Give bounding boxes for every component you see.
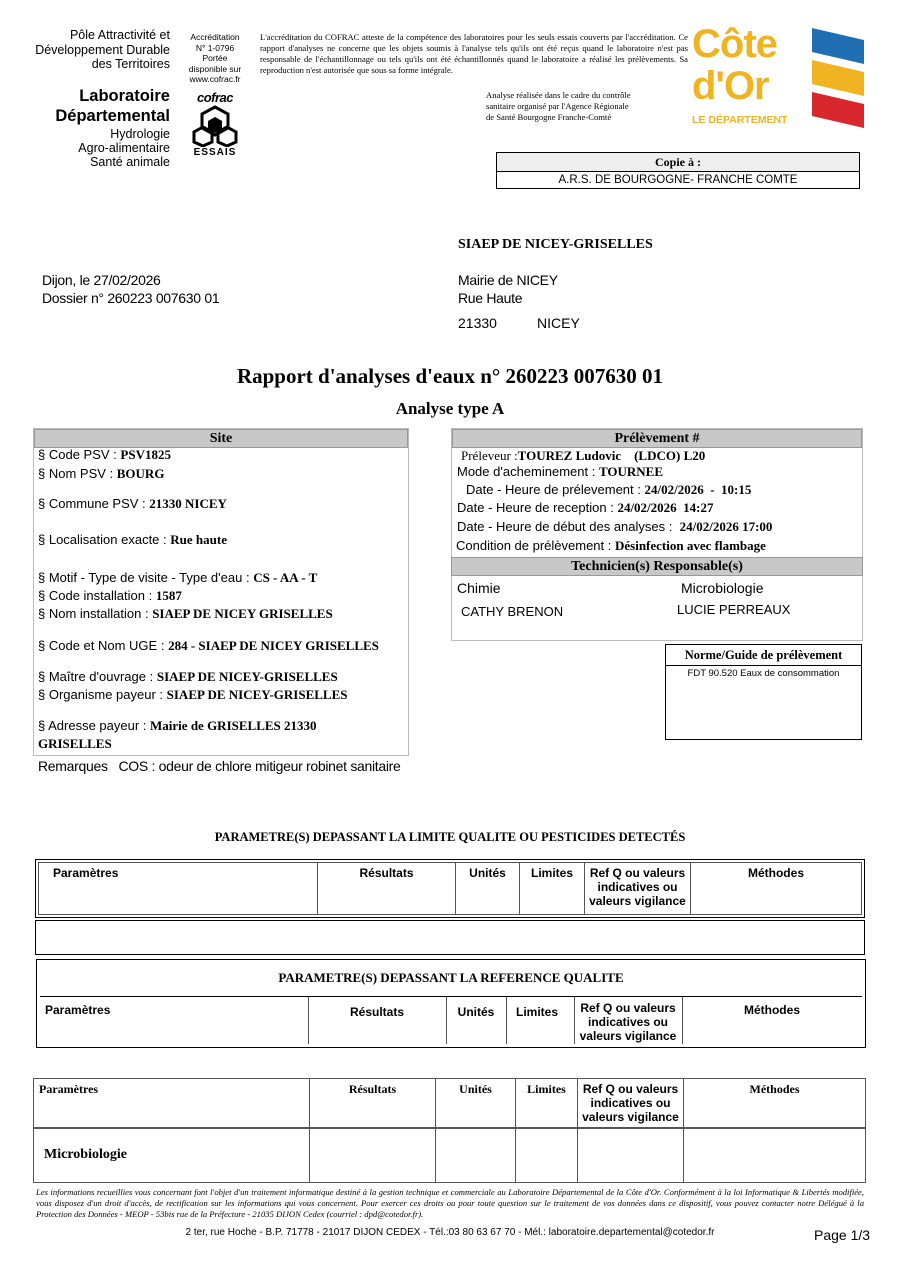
- essais-wordmark: ESSAIS: [193, 147, 237, 158]
- site-adresse: [38, 718, 317, 734]
- site-nom-installation-value: SIAEP DE NICEY GRISELLES: [152, 606, 333, 621]
- site-maitre-value: SIAEP DE NICEY-GRISELLES: [156, 669, 338, 684]
- accred-line-4: disponible sur: [188, 63, 242, 74]
- accreditation-text: [182, 32, 248, 85]
- micro-result-cell: [310, 1128, 436, 1182]
- logo-stripes-icon: [812, 26, 866, 130]
- cofrac-statement: L'accréditation du COFRAC atteste de la compétence des laboratoires pour les seuls essais couverts par l'accréditation. Ce rapport d'analyses ne concerne que les objets soumis à l'analyse tels qu'ils ont été reçus quand le laboratoire n'est pas responsable de l'échantillonnage ou tels qu'ils ont été échantillonnés quand le laboratoire a réalisé les prélèvements. Sa reproduction n'est autorisée que sous sa forme intégrale.: [260, 32, 688, 75]
- site-code-psv: [38, 447, 171, 463]
- site-uge-value: 284 - SIAEP DE NICEY GRISELLES: [168, 638, 379, 653]
- site-nom-psv-value: BOURG: [116, 466, 165, 481]
- pole-line-3: des Territoires: [91, 57, 170, 71]
- site-motif-value: CS - AA - T: [253, 570, 318, 585]
- tech-micro-label: Microbiologie: [681, 580, 764, 596]
- prelev-condition-label: Condition de prélèvement :: [456, 538, 612, 553]
- prelev-preleveur: [461, 448, 705, 464]
- norme-box: [665, 644, 862, 740]
- prelev-date-prel-label: Date - Heure de prélevement :: [466, 482, 641, 497]
- section1-title: PARAMETRE(S) DEPASSANT LA LIMITE QUALITE OU PESTICIDES DETECTÉS: [214, 830, 686, 844]
- site-code-psv-value: PSV1825: [120, 447, 171, 462]
- site-payeur: [38, 687, 348, 703]
- site-adresse-label: § Adresse payeur :: [38, 718, 147, 733]
- footer-privacy: Les informations recueillies vous concernant font l'objet d'un traitement informatique destiné à la gestion technique et commerciale au Laboratoire Départemental de la Côte d'Or. Conformément à la loi Informatique & Libertés modifiée, vous disposez d'un droit d'accès, de rectification sur les informations qui vous concernent. Pour exercer ces droits ou pour toute question sur le traitement de vos données dans ce dispositif, vous pouvez contacter notre Délégué à la Protection des Données - MEOP - 53bis rue de la Préfecture - 21035 DIJON Cedex (courriel : dpd@cotedor.fr).: [36, 1187, 864, 1219]
- ars-line-2: sanitaire organisé par l'Agence Régionale: [486, 101, 629, 111]
- site-nom-installation-label: § Nom installation :: [38, 606, 149, 621]
- prelev-condition-value: Désinfection avec flambage: [615, 538, 766, 553]
- s2-col-param: Paramètres: [45, 1003, 111, 1017]
- report-subtitle: Analyse type A: [395, 399, 505, 418]
- res-col-param: Paramètres: [34, 1079, 310, 1129]
- lab-section-3: Santé animale: [90, 155, 170, 169]
- micro-units-cell: [436, 1128, 516, 1182]
- section2-divider: [40, 996, 862, 997]
- section2-title: PARAMETRE(S) DEPASSANT LA REFERENCE QUALITE: [278, 970, 624, 985]
- prelev-mode-value: TOURNEE: [598, 464, 664, 479]
- ars-statement: [486, 90, 656, 123]
- cofrac-wordmark: cofrac: [196, 90, 234, 105]
- accred-line-3: Portée: [202, 53, 228, 63]
- pole-line-2: Développement Durable: [35, 42, 170, 57]
- s2-col-ref: Ref Q ou valeurs indicatives ou valeurs vigilance: [579, 1001, 677, 1043]
- prelev-date-prel: [466, 482, 751, 498]
- norme-value: FDT 90.520 Eaux de consommation: [687, 668, 840, 679]
- prelev-date-debut: [457, 519, 772, 535]
- norme-title: Norme/Guide de prélèvement: [666, 645, 861, 666]
- s2-col-result: Résultats: [349, 1005, 405, 1019]
- section1-header-row: [39, 863, 862, 915]
- res-col-result: Résultats: [310, 1079, 436, 1129]
- site-motif: [38, 570, 317, 586]
- prelev-preleveur-label: Préleveur :: [461, 448, 518, 463]
- res-col-ref: Ref Q ou valeurs indicatives ou valeurs vigilance: [578, 1079, 684, 1129]
- lab-sections: [20, 127, 170, 169]
- accred-line-1: Accréditation: [190, 32, 240, 42]
- cote-dor-logo: [688, 22, 866, 132]
- site-commune-value: 21330 NICEY: [149, 496, 227, 511]
- site-localisation-value: Rue haute: [170, 532, 227, 547]
- micro-heading: Microbiologie: [34, 1128, 310, 1182]
- results-micro-row: [34, 1128, 866, 1182]
- micro-limits-cell: [516, 1128, 578, 1182]
- cofrac-logo: [190, 90, 240, 164]
- logo-line-1: Côte: [692, 22, 777, 66]
- s1-col-limits: Limites: [520, 863, 585, 915]
- res-col-limits: Limites: [516, 1079, 578, 1129]
- site-payeur-value: SIAEP DE NICEY-GRISELLES: [166, 687, 348, 702]
- ars-line-1: Analyse réalisée dans le cadre du contrôle: [486, 90, 631, 100]
- site-localisation-label: § Localisation exacte :: [38, 532, 167, 547]
- logo-line-3: LE DÉPARTEMENT: [692, 114, 788, 126]
- lab-title-line-1: Laboratoire: [79, 87, 170, 105]
- section1-table: [38, 862, 862, 915]
- site-code-installation-value: 1587: [155, 588, 182, 603]
- prelev-date-debut-value: 24/02/2026 17:00: [679, 519, 773, 534]
- accred-line-5: www.cofrac.fr: [189, 74, 241, 84]
- footer-address: 2 ter, rue Hoche - B.P. 71778 - 21017 DIJON CEDEX - Tél.:03 80 63 67 70 - Mél.: laboratoire.departemental@cotedor.fr: [185, 1227, 715, 1238]
- s1-col-methods: Méthodes: [691, 863, 862, 915]
- micro-ref-cell: [578, 1128, 684, 1182]
- tech-chimie-label: Chimie: [457, 580, 501, 596]
- site-adresse-value-2: GRISELLES: [38, 736, 112, 751]
- site-adresse-2: [38, 736, 112, 752]
- prelev-condition: [456, 538, 766, 554]
- prelev-date-prel-value: 24/02/2026 - 10:15: [644, 482, 752, 497]
- site-motif-label: § Motif - Type de visite - Type d'eau :: [38, 570, 250, 585]
- site-commune-label: § Commune PSV :: [38, 496, 146, 511]
- results-table: [33, 1078, 866, 1183]
- s2-col-limits: Limites: [515, 1005, 558, 1019]
- pole-line-1: Pôle Attractivité et: [69, 28, 170, 42]
- techniciens-title: Technicien(s) Responsable(s): [451, 557, 863, 576]
- recipient-city: NICEY: [537, 315, 580, 331]
- results-header-row: [34, 1079, 866, 1129]
- lab-section-1: Hydrologie: [110, 127, 170, 141]
- micro-methods-cell: [684, 1128, 866, 1182]
- dossier-date: Dijon, le 27/02/2026: [42, 272, 161, 288]
- site-nom-installation: [38, 606, 333, 622]
- recipient-line-2: Rue Haute: [458, 290, 523, 306]
- site-code-psv-label: § Code PSV :: [38, 447, 117, 462]
- site-payeur-label: § Organisme payeur :: [38, 687, 164, 702]
- copie-title: Copie à :: [497, 153, 859, 172]
- lab-section-2: Agro-alimentaire: [78, 141, 170, 155]
- site-nom-psv: [38, 466, 164, 482]
- page-number: Page 1/3: [814, 1227, 871, 1243]
- res-col-methods: Méthodes: [684, 1079, 866, 1129]
- recipient-line-1: Mairie de NICEY: [458, 272, 558, 288]
- tech-chimie-name: CATHY BRENON: [461, 604, 564, 619]
- site-uge: [38, 638, 379, 654]
- prelev-date-recep-value: 24/02/2026 14:27: [617, 500, 714, 515]
- site-maitre: [38, 669, 338, 685]
- prelevement-title: Prélèvement #: [452, 429, 862, 448]
- prelev-preleveur-value: TOUREZ Ludovic (LDCO) L20: [517, 448, 706, 463]
- site-nom-psv-label: § Nom PSV :: [38, 466, 114, 481]
- recipient-name: SIAEP DE NICEY-GRISELLES: [458, 237, 653, 252]
- site-code-installation-label: § Code installation :: [38, 588, 153, 603]
- site-uge-label: § Code et Nom UGE :: [38, 638, 165, 653]
- copie-value: A.R.S. DE BOURGOGNE- FRANCHE COMTE: [558, 174, 798, 186]
- s1-col-result: Résultats: [318, 863, 456, 915]
- prelev-date-recep: [457, 500, 714, 516]
- lab-title-line-2: Départemental: [55, 107, 170, 125]
- s1-col-units: Unités: [456, 863, 520, 915]
- site-title: Site: [34, 429, 408, 448]
- site-adresse-value: Mairie de GRISELLES 21330: [150, 718, 317, 733]
- remarques-label: Remarques: [38, 758, 108, 774]
- prelev-mode: [457, 464, 663, 480]
- s1-col-ref: Ref Q ou valeurs indicatives ou valeurs vigilance: [585, 863, 691, 915]
- prelev-date-debut-label: Date - Heure de début des analyses :: [457, 519, 673, 534]
- tech-micro-name: LUCIE PERREAUX: [677, 602, 791, 617]
- res-col-units: Unités: [436, 1079, 516, 1129]
- site-localisation: [38, 532, 227, 548]
- pole-title: [20, 28, 170, 72]
- copie-box: [496, 152, 860, 189]
- section1-empty-box: [35, 920, 865, 955]
- logo-line-2: d'Or: [692, 64, 769, 108]
- ars-line-3: de Santé Bourgogne Franche-Comté: [486, 112, 612, 122]
- remarques-value: COS : odeur de chlore mitigeur robinet sanitaire: [118, 758, 401, 774]
- site-maitre-label: § Maître d'ouvrage :: [38, 669, 154, 684]
- lab-title: [20, 86, 170, 126]
- dossier-number: Dossier n° 260223 007630 01: [42, 290, 220, 306]
- prelev-date-recep-label: Date - Heure de reception :: [457, 500, 614, 515]
- recipient-postcode: 21330: [458, 315, 497, 331]
- s1-col-param: Paramètres: [39, 863, 318, 915]
- cofrac-hexagon-icon: [190, 105, 240, 147]
- report-title: Rapport d'analyses d'eaux n° 260223 007630 01: [236, 364, 664, 388]
- s2-col-methods: Méthodes: [743, 1003, 800, 1017]
- site-commune: [38, 496, 227, 512]
- site-code-installation: [38, 588, 182, 604]
- remarques: [38, 758, 401, 774]
- s2-col-units: Unités: [457, 1005, 495, 1019]
- accred-line-2: N° 1-0796: [195, 42, 235, 53]
- prelev-mode-label: Mode d'acheminement :: [457, 464, 596, 479]
